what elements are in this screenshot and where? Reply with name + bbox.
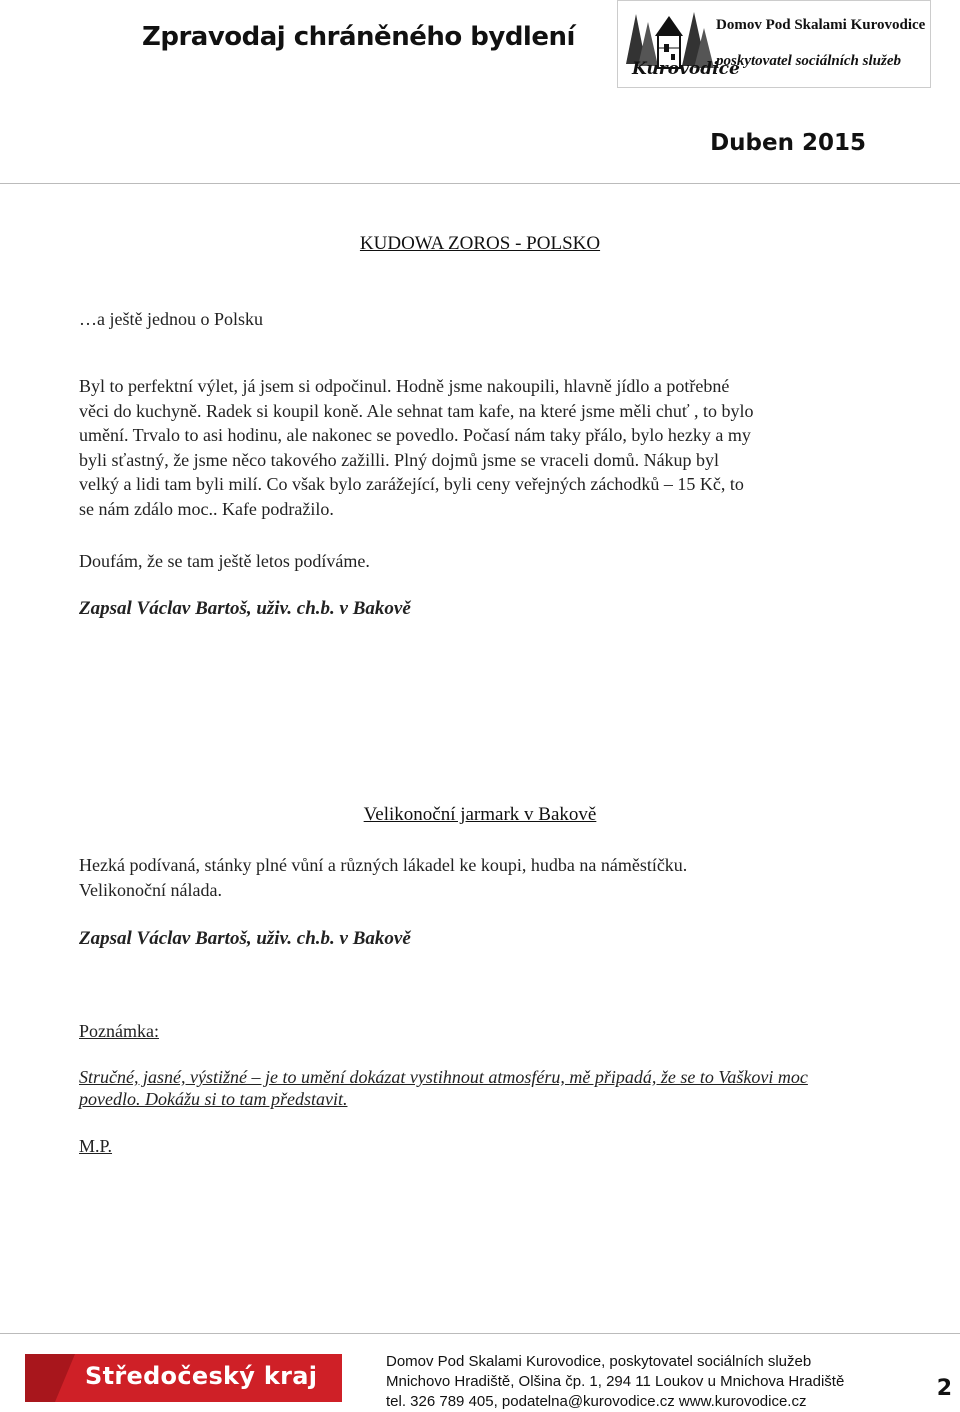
issue-date: Duben 2015 (710, 130, 866, 156)
logo-subtitle: poskytovatel sociálních služeb (716, 53, 901, 69)
body-line: Byl to perfektní výlet, já jsem si odpočinul. Hodně jsme nakoupili, hlavně jídlo a potřebné (79, 376, 730, 396)
footer-divider (0, 1333, 960, 1334)
body-line: věci do kuchyně. Radek si koupil koně. Ale sehnat tam kafe, na které jsme měli chuť , to bylo (79, 400, 754, 421)
region-emblem-icon (25, 1354, 75, 1402)
article-signature: Zapsal Václav Bartoš, uživ. ch.b. v Bakově (79, 598, 411, 619)
body-line: Velikonoční nálada. (79, 879, 222, 900)
page-number: 2 (936, 1376, 952, 1401)
note-line: povedlo. Dokážu si to tam představit. (79, 1089, 348, 1109)
article-intro: …a ještě jednou o Polsku (79, 309, 263, 329)
article-body (79, 374, 889, 521)
note-label: Poznámka: (79, 1021, 159, 1041)
logo-org-name: Domov Pod Skalami Kurovodice (716, 17, 926, 33)
body-line: Hezká podívaná, stánky plné vůní a různých lákadel ke koupi, hudba na náměstíčku. (79, 855, 688, 875)
region-logo (25, 1354, 342, 1402)
article-signature: Zapsal Václav Bartoš, uživ. ch.b. v Bakově (79, 928, 411, 949)
newsletter-title: Zpravodaj chráněného bydlení (142, 22, 575, 52)
body-line: umění. Trvalo to asi hodinu, ale nakonec se povedlo. Počasí nám taky přálo, bylo hezky a my (79, 425, 751, 445)
note-initials: M.P. (79, 1136, 113, 1156)
organization-logo (617, 0, 931, 88)
logo-script: Kurovodice (632, 59, 740, 79)
article-heading: Velikonoční jarmark v Bakově (363, 804, 597, 825)
footer-contact (386, 1352, 844, 1412)
body-line: byli sťastný, že jsme něco takového zažilli. Plný dojmů jsme se vraceli domů. Nákup byl (79, 449, 720, 470)
footer-line: Domov Pod Skalami Kurovodice, poskytovatel sociálních služeb (386, 1353, 812, 1370)
header-divider (0, 183, 960, 184)
note-line: Stručné, jasné, výstižné – je to umění dokázat vystihnout atmosféru, mě připadá, že se to Vaškovi moc (79, 1067, 808, 1087)
article-body (79, 853, 889, 902)
article-closing: Doufám, že se tam ještě letos podíváme. (79, 551, 370, 571)
footer-line: tel. 326 789 405, podatelna@kurovodice.cz www.kurovodice.cz (386, 1393, 807, 1410)
article-heading: KUDOWA ZOROS - POLSKO (359, 233, 601, 254)
region-name: Středočeský kraj (85, 1362, 318, 1390)
body-line: se nám zdálo moc.. Kafe podražilo. (79, 498, 334, 519)
body-line: velký a lidi tam byli milí. Co však bylo zarážející, byli ceny veřejných záchodků – 15 Kč, to (79, 474, 744, 494)
note-text (79, 1066, 899, 1110)
footer-line: Mnichovo Hradiště, Olšina čp. 1, 294 11 Loukov u Mnichova Hradiště (386, 1373, 845, 1390)
